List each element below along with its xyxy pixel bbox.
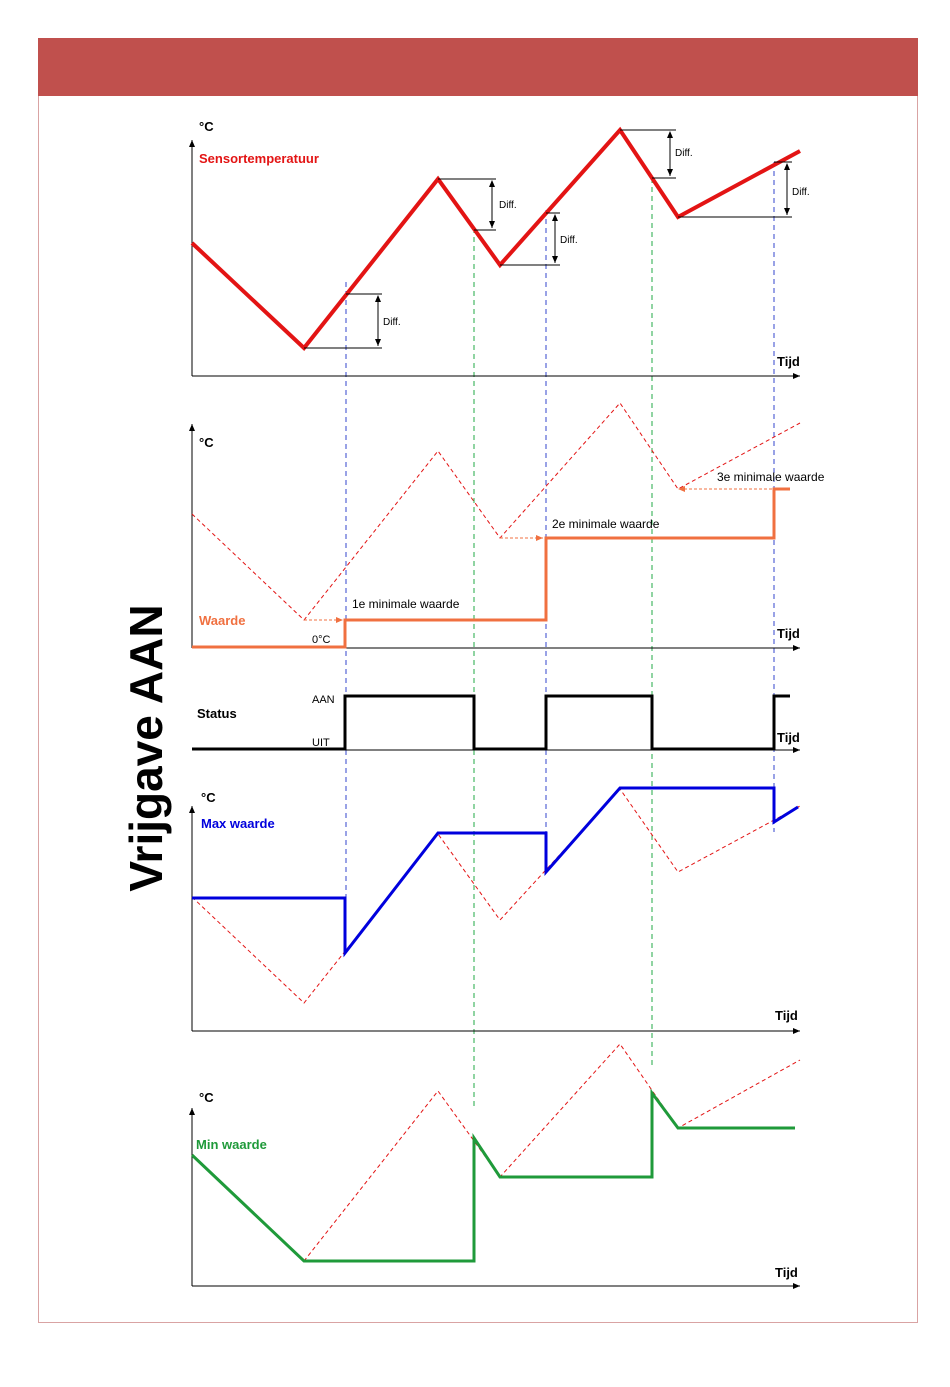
p2-waarde-line [192, 489, 790, 647]
panel-waarde [192, 403, 825, 648]
p1-unit-label: °C [199, 119, 214, 134]
p5-sensor-reference [192, 1044, 800, 1261]
p1-diff-label-5: Diff. [792, 187, 810, 198]
guide-lines [346, 162, 774, 1110]
p1-diff-markers [304, 130, 792, 348]
p3-x-label: Tijd [777, 730, 800, 745]
p1-diff-label-2: Diff. [499, 200, 517, 211]
p3-on-label: AAN [312, 694, 335, 706]
p4-sensor-reference [192, 789, 800, 1003]
p1-x-label: Tijd [777, 354, 800, 369]
p4-x-label: Tijd [775, 1008, 798, 1023]
p3-series-label: Status [197, 706, 237, 721]
p3-status-line [192, 696, 790, 749]
p5-x-label: Tijd [775, 1265, 798, 1280]
p3-off-label: UIT [312, 737, 330, 749]
p2-annotation-2: 2e minimale waarde [552, 517, 660, 531]
p5-min-line [192, 1093, 795, 1261]
p2-unit-label: °C [199, 435, 214, 450]
p2-x-label: Tijd [777, 626, 800, 641]
p5-series-label: Min waarde [196, 1137, 267, 1152]
panel-status [192, 694, 800, 750]
vertical-title: Vrijgave AAN [120, 604, 172, 892]
p4-unit-label: °C [201, 790, 216, 805]
p1-series-label: Sensortemperatuur [199, 151, 319, 166]
p2-zero-label: 0°C [312, 634, 331, 646]
p2-series-label: Waarde [199, 613, 246, 628]
p4-series-label: Max waarde [201, 816, 275, 831]
p1-diff-label-1: Diff. [383, 317, 401, 328]
panel-min-waarde [192, 1044, 800, 1286]
p1-diff-label-4: Diff. [675, 148, 693, 159]
p2-sensor-reference [192, 403, 800, 620]
p1-diff-label-3: Diff. [560, 235, 578, 246]
p5-unit-label: °C [199, 1090, 214, 1105]
p4-max-line [192, 788, 798, 953]
panel-sensortemperatuur [192, 119, 810, 376]
panel-max-waarde [192, 788, 800, 1031]
p2-annotation-1: 1e minimale waarde [352, 597, 460, 611]
p2-annotation-3: 3e minimale waarde [717, 470, 825, 484]
